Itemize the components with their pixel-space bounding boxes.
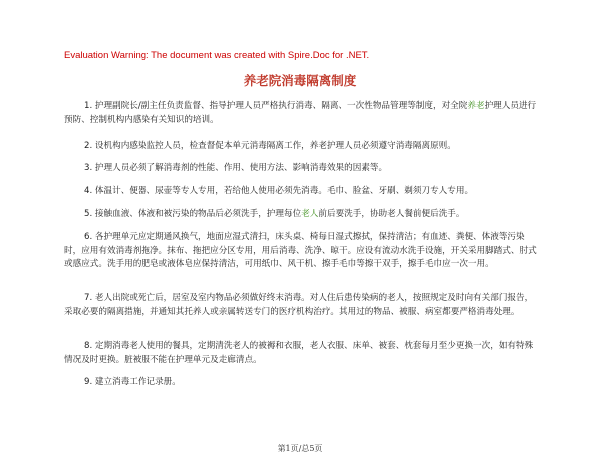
paragraph-8-text: 8. 定期消毒老人使用的餐具，定期清洗老人的被褥和衣服，老人衣服、床单、被套、枕套每月至少更换一次，如有特殊情况及时更换。脏被服不能在护理单元及走廊清点。 [64,341,534,365]
paragraph-3-text: 3. 护理人员必须了解消毒剂的性能、作用、使用方法、影响消毒效果的因素等。 [84,163,388,173]
paragraph-4 [64,185,540,199]
paragraph-1-text: 1. 护理副院长/副主任负责监督、指导护理人员严格执行消毒、隔离、一次性物品管理等制度，对全院 [84,101,468,111]
paragraph-5-text-after: 前后要洗手，协助老人餐前便后洗手。 [318,209,465,219]
paragraph-5-text: 5. 接触血液、体液和被污染的物品后必须洗手，护理每位 [84,209,302,219]
paragraph-9-text: 9. 建立消毒工作记录册。 [84,377,181,387]
evaluation-warning: Evaluation Warning: The document was created with Spire.Doc for .NET. [64,50,370,61]
paragraph-1 [64,100,540,127]
paragraph-4-text: 4. 体温计、便器、尿壶等专人专用，若给他人使用必须先消毒。毛巾、脸盆、牙刷、剃须刀专人专用。 [84,186,474,196]
paragraph-7-text: 7. 老人出院或死亡后，居室及室内物品必须做好终末消毒。对人住后患传染病的老人，按照规定及时向有关部门报告，采取必要的隔离措施，并通知其托养人或亲属转送专门的医疗机构治疗。其用过的物品、被服、病室都要严格消毒处理。 [64,293,534,317]
paragraph-2-text: 2. 设机构内感染监控人员，检查督促本单元消毒隔离工作，养老护理人员必须遵守消毒隔离原则。 [84,141,456,151]
highlight-laoren: 老人 [301,209,319,219]
paragraph-5 [64,208,540,222]
paragraph-7 [64,292,540,319]
paragraph-6 [64,231,540,272]
highlight-yanglao: 养老 [467,101,485,111]
page-number: 第1页/总5页 [277,444,323,453]
paragraph-9 [64,376,540,390]
paragraph-2 [64,140,540,154]
paragraph-8 [64,340,540,367]
document-title: 养老院消毒隔离制度 [243,73,357,88]
paragraph-6-text: 6. 各护理单元应定期通风换气，地面应湿式清扫，床头桌、椅每日湿式擦拭，保持清洁；有血迹、粪便、体液等污染时，应用有效消毒剂拖净。抹布、拖把应分区专用，用后消毒、洗净、晾干。应设有流动水洗手设施，开关采用脚踏式、肘式或感应式。洗手用的肥皂或液体皂应保持清洁，可用纸巾、风干机、擦手毛巾等擦干双手，擦手毛巾应一次一用。 [64,232,537,270]
paragraph-1-text-after: 护理人员进行预防、控制机构内感染有关知识的培训。 [64,101,537,125]
paragraph-3 [64,162,540,176]
